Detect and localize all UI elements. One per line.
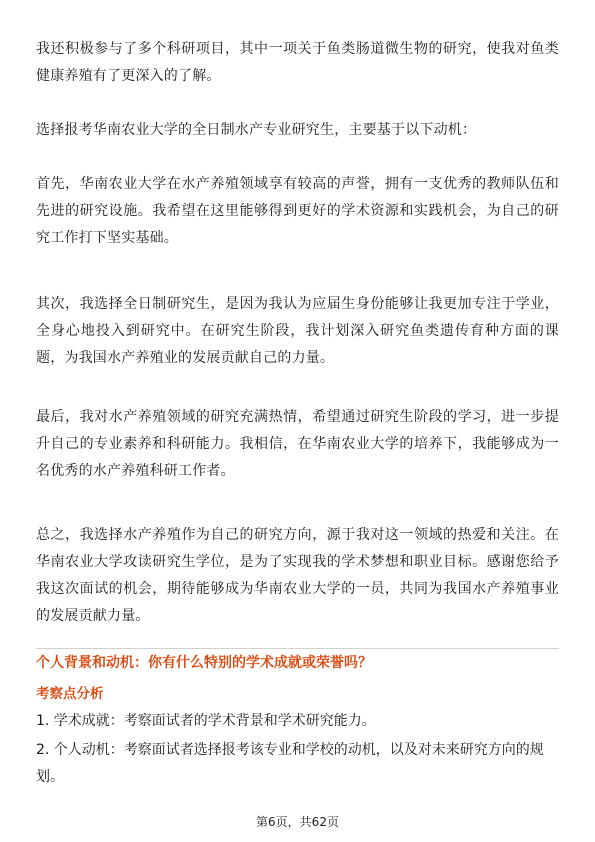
paragraph-research-projects: 我还积极参与了多个科研项目，其中一项关于鱼类肠道微生物的研究，使我对鱼类健康养殖有了更深入的了解。	[36, 41, 559, 84]
paragraph-second-reason: 其次，我选择全日制研究生，是因为我认为应届生身份能够让我更加专注于学业，全身心地投入到研究中。在研究生阶段，我计划深入研究鱼类遗传育种方面的课题，为我国水产养殖业的发展贡献自己的力量。	[36, 296, 559, 366]
page-footer: 第6页，共62页	[256, 815, 339, 829]
paragraph-first-reason: 首先，华南农业大学在水产养殖领域享有较高的声誉，拥有一支优秀的教师队伍和先进的研究设施。我希望在这里能够得到更好的学术资源和实践机会，为自己的研究工作打下坚实基础。	[36, 176, 559, 246]
analysis-item-motivation: 2. 个人动机：考察面试者选择报考该专业和学校的动机，以及对未来研究方向的规划。	[36, 742, 544, 785]
paragraph-conclusion: 总之，我选择水产养殖作为自己的研究方向，源于我对这一领域的热爱和关注。在华南农业大学攻读研究生学位，是为了实现我的学术梦想和职业目标。感谢您给予我这次面试的机会，期待能够成为华南农业大学的一员，共同为我国水产养殖事业的发展贡献力量。	[36, 527, 559, 624]
analysis-item-academic: 1. 学术成就：考察面试者的学术背景和学术研究能力。	[36, 713, 376, 729]
paragraph-motivation-intro: 选择报考华南农业大学的全日制水产专业研究生，主要基于以下动机：	[36, 122, 477, 138]
interview-question: 个人背景和动机：你有什么特别的学术成就或荣誉吗？	[36, 655, 372, 671]
paragraph-third-reason: 最后，我对水产养殖领域的研究充满热情，希望通过研究生阶段的学习，进一步提升自己的专业素养和科研能力。我相信，在华南农业大学的培养下，我能够成为一名优秀的水产养殖科研工作者。	[36, 409, 559, 479]
section-divider	[36, 648, 559, 649]
analysis-heading: 考察点分析	[36, 686, 104, 702]
